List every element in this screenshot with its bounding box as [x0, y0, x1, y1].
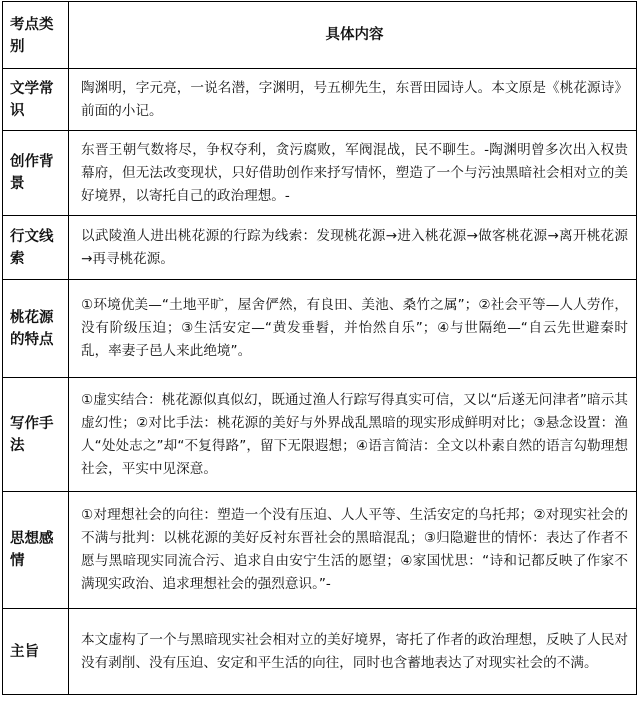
row-category: 行文线索 [3, 216, 69, 280]
row-content: ①环境优美—“土地平旷，屋舍俨然，有良田、美池、桑竹之属”；②社会平等—人人劳作，没有阶级压迫；③生活安定—“黄发垂髫，并怡然自乐”；④与世隔绝—“自云先世避秦时乱，率妻子邑人来此绝境”。 [69, 280, 637, 378]
table-row-narrative-clue [3, 216, 637, 280]
table-row-thoughts-feelings [3, 492, 637, 609]
knowledge-table [2, 1, 637, 695]
table-row-writing-techniques [3, 378, 637, 492]
row-category: 写作手法 [3, 378, 69, 492]
header-category-cell: 考点类别 [3, 2, 69, 69]
row-category: 主旨 [3, 609, 69, 695]
row-category: 思想感情 [3, 492, 69, 609]
row-category: 创作背景 [3, 131, 69, 216]
row-content: ①虚实结合：桃花源似真似幻，既通过渔人行踪写得真实可信，又以“后遂无问津者”暗示其虚幻性；②对比手法：桃花源的美好与外界战乱黑暗的现实形成鲜明对比；③悬念设置：渔人“处处志之”却“不复得路”，留下无限遐想；④语言简洁：全文以朴素自然的语言勾勒理想社会，平实中见深意。 [69, 378, 637, 492]
row-content: ①对理想社会的向往：塑造一个没有压迫、人人平等、生活安定的乌托邦；②对现实社会的不满与批判：以桃花源的美好反衬东晋社会的黑暗混乱；③归隐避世的情怀：表达了作者不愿与黑暗现实同流合污、追求自由安宁生活的愿望；④家国忧思：“诗和记都反映了作家不满现实政治、追求理想社会的强烈意识。”- [69, 492, 637, 609]
header-content-cell: 具体内容 [69, 2, 637, 69]
row-content: 本文虚构了一个与黑暗现实社会相对立的美好境界，寄托了作者的政治理想，反映了人民对没有剥削、没有压迫、安定和平生活的向往，同时也含蓄地表达了对现实社会的不满。 [69, 609, 637, 695]
table-header-row [3, 2, 637, 69]
row-content: 陶渊明，字元亮，一说名潜，字渊明，号五柳先生，东晋田园诗人。本文原是《桃花源诗》前面的小记。 [69, 69, 637, 131]
table-row-creation-background [3, 131, 637, 216]
row-content: 以武陵渔人进出桃花源的行踪为线索：发现桃花源→进入桃花源→做客桃花源→离开桃花源→再寻桃花源。 [69, 216, 637, 280]
table-row-literary-knowledge [3, 69, 637, 131]
row-content: 东晋王朝气数将尽，争权夺利，贪污腐败，军阀混战，民不聊生。-陶渊明曾多次出入权贵幕府，但无法改变现状，只好借助创作来抒写情怀，塑造了一个与污浊黑暗社会相对立的美好境界，以寄托自己的政治理想。- [69, 131, 637, 216]
table-row-taohuayuan-features [3, 280, 637, 378]
table-row-theme [3, 609, 637, 695]
row-category: 文学常识 [3, 69, 69, 131]
row-category: 桃花源的特点 [3, 280, 69, 378]
